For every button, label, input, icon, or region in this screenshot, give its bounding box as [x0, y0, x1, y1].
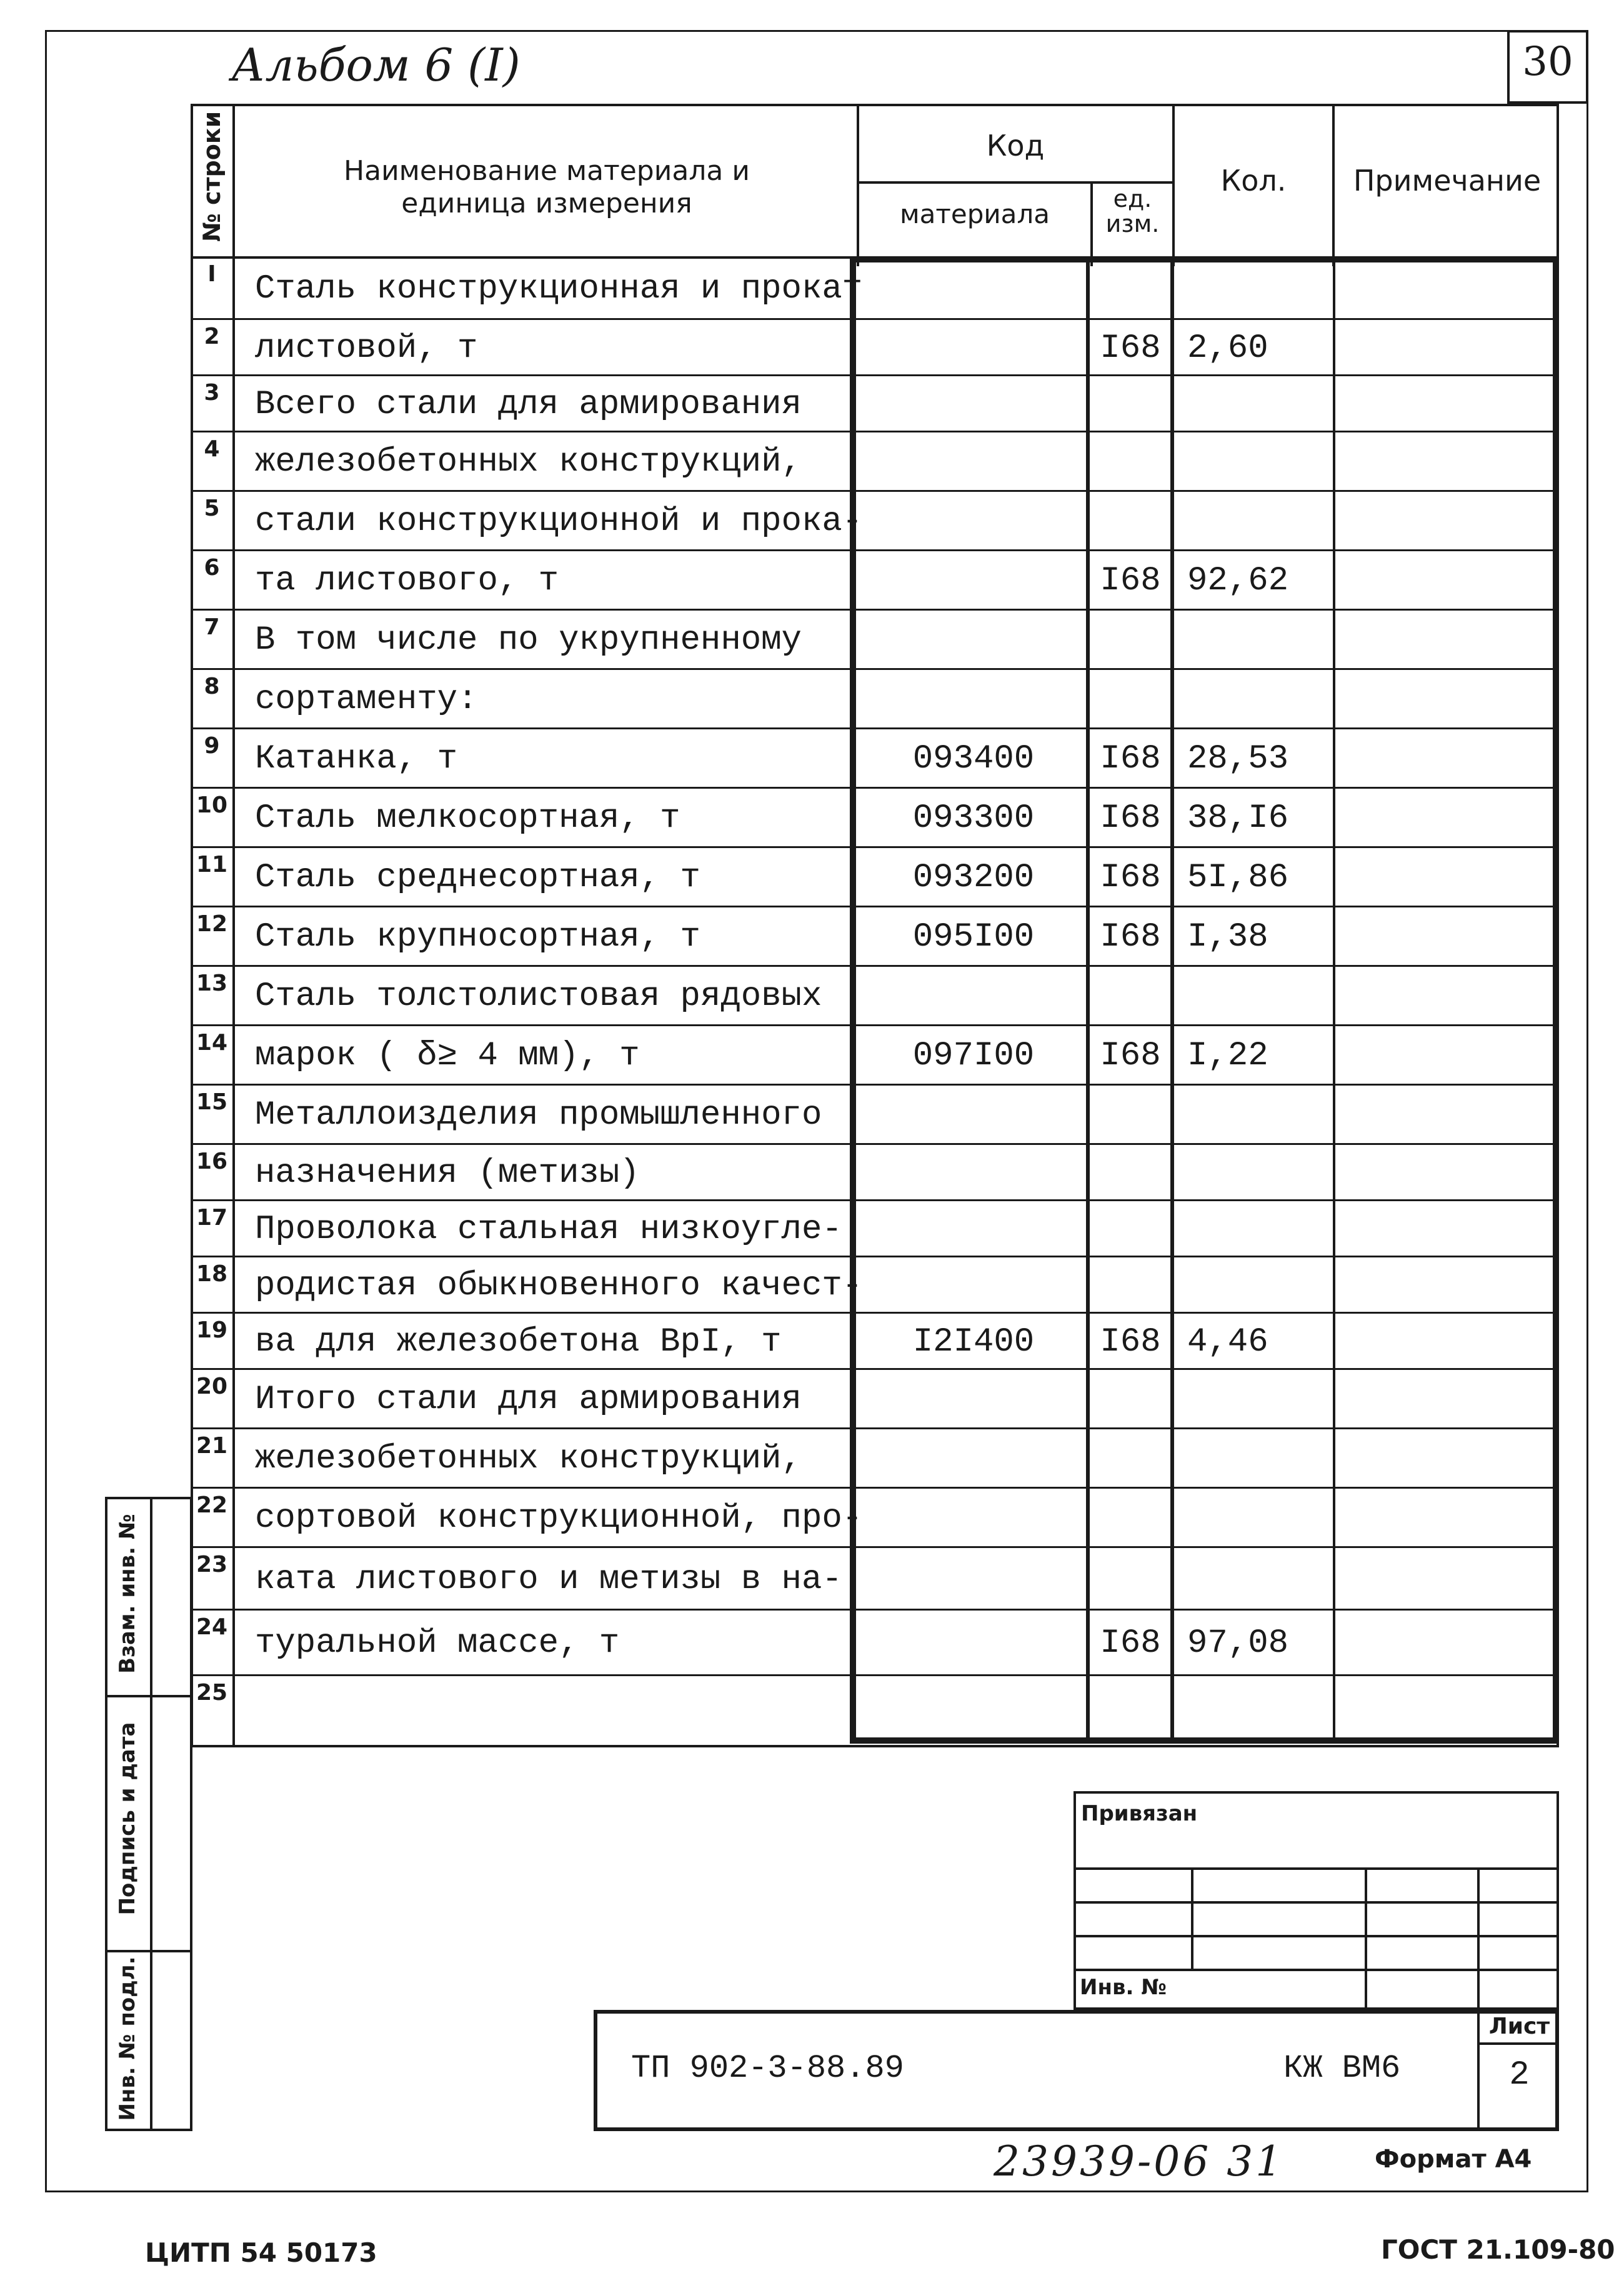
header-qty: Кол. — [1220, 164, 1287, 197]
row-line — [191, 431, 1559, 432]
row-line — [191, 1368, 1559, 1370]
row-name: родистая обыкновенного качест- — [255, 1267, 863, 1305]
header-note: Примечание — [1353, 164, 1542, 197]
header-code-material: материала — [899, 199, 1050, 229]
row-number: 4 — [204, 436, 220, 462]
row-name: В том числе по укрупненному — [255, 621, 802, 659]
header-row-no: № строки — [198, 111, 226, 242]
row-line — [191, 787, 1559, 789]
side-stamp-sep1 — [105, 1695, 192, 1697]
header-code-unit-1: ед. — [1113, 185, 1152, 212]
row-line — [191, 318, 1559, 320]
row-line — [191, 1143, 1559, 1145]
row-number: 11 — [196, 852, 228, 877]
row-line — [191, 1084, 1559, 1086]
album-label: Альбом 6 (I) — [231, 39, 521, 91]
sheet-number: 2 — [1509, 2056, 1530, 2094]
row-number: 13 — [196, 971, 228, 996]
privyazan-col3 — [1477, 1867, 1480, 2010]
row-number: 18 — [196, 1261, 228, 1287]
body-thick-box — [850, 256, 1559, 1744]
row-name: сортовой конструкционной, про- — [255, 1499, 863, 1537]
body-col-note — [1333, 256, 1335, 1744]
row-number: 8 — [204, 674, 220, 699]
row-line — [191, 1487, 1559, 1489]
stamp-podpis: Подпись и дата — [115, 1722, 140, 1916]
row-name: ката листового и метизы в на- — [255, 1561, 842, 1599]
header-code-unit-2: изм. — [1105, 210, 1160, 237]
gost-label: ГОСТ 21.109-80 — [1381, 2234, 1615, 2265]
inv-no-label: Инв. № — [1080, 1975, 1167, 2000]
row-name: Сталь крупносортная, т — [255, 918, 700, 956]
row-number: 21 — [196, 1433, 228, 1459]
row-name: листовой, т — [255, 329, 478, 367]
row-number: 25 — [196, 1680, 228, 1706]
row-number: 24 — [196, 1614, 228, 1640]
sheet-label-line — [1477, 2042, 1559, 2045]
privyazan-col2 — [1365, 1867, 1367, 2010]
row-number: 16 — [196, 1149, 228, 1174]
row-unit: I68 — [1100, 329, 1161, 367]
privyazan-line2 — [1074, 1901, 1559, 1904]
row-line — [191, 609, 1559, 611]
row-line — [191, 1674, 1559, 1676]
stamp-inv-podl: Инв. № подл. — [115, 1956, 140, 2121]
row-qty: 38,I6 — [1187, 799, 1289, 837]
row-line — [191, 549, 1559, 551]
row-unit: I68 — [1100, 1323, 1161, 1361]
privyazan-line1 — [1074, 1867, 1559, 1870]
row-qty: 2,60 — [1187, 329, 1268, 367]
row-name: Сталь среднесортная, т — [255, 859, 700, 897]
row-name: та листового, т — [255, 562, 559, 600]
row-qty: 92,62 — [1187, 562, 1289, 600]
privyazan-label: Привязан — [1081, 1801, 1198, 1826]
row-number: 17 — [196, 1205, 228, 1231]
row-line — [191, 1609, 1559, 1611]
row-unit: I68 — [1100, 1037, 1161, 1075]
row-line — [191, 727, 1559, 729]
row-name: ва для железобетона ВрI, т — [255, 1323, 782, 1361]
row-number: 22 — [196, 1492, 228, 1518]
row-line — [191, 1427, 1559, 1429]
row-number: 20 — [196, 1374, 228, 1399]
row-code: 097I00 — [912, 1037, 1035, 1075]
row-name: Катанка, т — [255, 740, 458, 778]
row-name: Проволока стальная низкоугле- — [255, 1211, 842, 1249]
row-name: туральной массе, т — [255, 1624, 620, 1662]
row-unit: I68 — [1100, 799, 1161, 837]
row-name: назначения (метизы) — [255, 1154, 640, 1192]
row-unit: I68 — [1100, 1624, 1161, 1662]
header-name-line1: Наименование материала и — [344, 155, 750, 187]
row-line — [191, 1312, 1559, 1314]
row-number: 14 — [196, 1030, 228, 1056]
body-col-qty — [1170, 256, 1174, 1744]
row-number: 12 — [196, 911, 228, 937]
row-code: 093400 — [912, 740, 1035, 778]
row-number: 5 — [204, 496, 220, 521]
row-name: Сталь мелкосортная, т — [255, 799, 680, 837]
body-col-unit — [1086, 256, 1090, 1744]
row-name: марок ( δ≥ 4 мм), т — [255, 1037, 640, 1075]
row-line — [191, 1199, 1559, 1201]
row-name: железобетонных конструкций, — [255, 443, 802, 481]
row-name: Всего стали для армирования — [255, 386, 802, 424]
row-code: 093300 — [912, 799, 1035, 837]
row-number: 2 — [204, 324, 220, 349]
handwritten-number: 23939-06 31 — [994, 2137, 1285, 2186]
privyazan-line4 — [1074, 1969, 1559, 1971]
row-line — [191, 846, 1559, 848]
row-name: Сталь конструкционная и прокат — [255, 270, 863, 308]
row-number: 9 — [204, 733, 220, 759]
row-number: 19 — [196, 1317, 228, 1343]
row-number: 10 — [196, 792, 228, 818]
page-number: 30 — [1522, 39, 1573, 85]
row-line — [191, 668, 1559, 670]
row-name: Итого стали для армирования — [255, 1381, 802, 1419]
project-code: ТП 902-3-88.89 — [631, 2050, 904, 2087]
row-line — [191, 1546, 1559, 1548]
row-line — [191, 1024, 1559, 1026]
stamp-vzam: Взам. инв. № — [115, 1514, 140, 1674]
row-qty: I,38 — [1187, 918, 1268, 956]
header-code: Код — [986, 129, 1045, 162]
row-line — [191, 374, 1559, 376]
row-name: стали конструкционной и прока- — [255, 502, 863, 541]
privyazan-line3 — [1074, 1935, 1559, 1937]
row-number: I — [207, 261, 216, 287]
row-code: 093200 — [912, 859, 1035, 897]
col-divider-rownum — [232, 104, 235, 1747]
col-divider-name — [857, 104, 859, 266]
row-unit: I68 — [1100, 859, 1161, 897]
row-name: сортаменту: — [255, 681, 478, 719]
row-code: 095I00 — [912, 918, 1035, 956]
row-qty: 28,53 — [1187, 740, 1289, 778]
row-qty: 4,46 — [1187, 1323, 1268, 1361]
format-label: Формат А4 — [1375, 2145, 1532, 2174]
row-number: 7 — [204, 614, 220, 640]
row-line — [191, 965, 1559, 967]
row-qty: 5I,86 — [1187, 859, 1289, 897]
row-qty: 97,08 — [1187, 1624, 1289, 1662]
row-number: 15 — [196, 1089, 228, 1115]
row-unit: I68 — [1100, 562, 1161, 600]
row-name: железобетонных конструкций, — [255, 1440, 802, 1478]
row-number: 3 — [204, 380, 220, 406]
header-name-line2: единица измерения — [401, 187, 692, 219]
publisher-code: ЦИТП 54 50173 — [145, 2237, 377, 2268]
row-name: Сталь толстолистовая рядовых — [255, 977, 822, 1016]
row-number: 23 — [196, 1552, 228, 1577]
code-subdivider — [857, 181, 1172, 184]
row-code: I2I400 — [912, 1323, 1035, 1361]
row-line — [191, 1256, 1559, 1257]
side-stamp-divider — [150, 1497, 152, 2131]
row-line — [191, 906, 1559, 907]
row-unit: I68 — [1100, 740, 1161, 778]
row-number: 6 — [204, 555, 220, 581]
privyazan-col1 — [1191, 1867, 1193, 1969]
drawing-mark: КЖ ВМ6 — [1283, 2050, 1401, 2087]
sheet-label: Лист — [1488, 2014, 1550, 2039]
row-unit: I68 — [1100, 918, 1161, 956]
row-qty: I,22 — [1187, 1037, 1268, 1075]
row-name: Металлоизделия промышленного — [255, 1096, 822, 1134]
row-line — [191, 490, 1559, 492]
